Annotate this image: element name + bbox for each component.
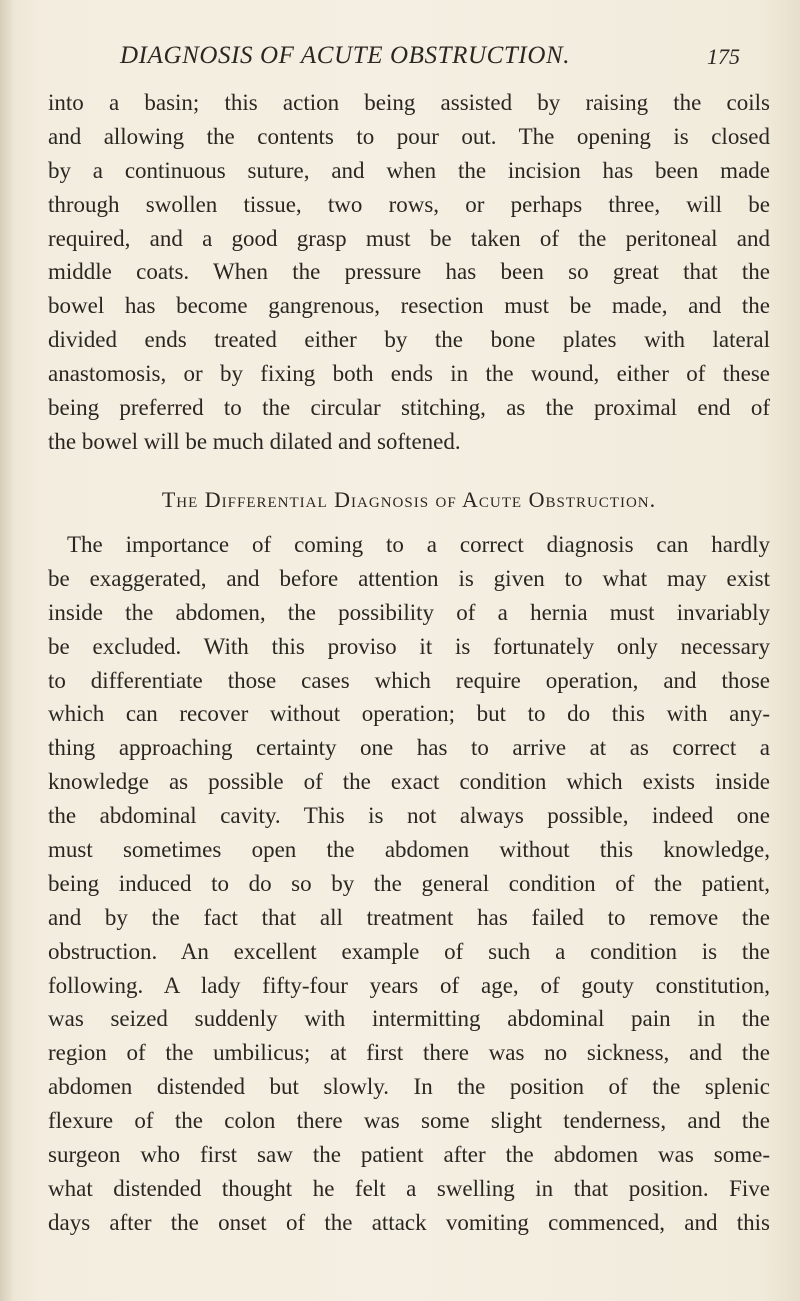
text-line: The importance of coming to a correct diagnosis can hardly xyxy=(67,532,770,557)
text-line: divided ends treated either by the bone plates with lateral xyxy=(48,327,770,353)
text-line: what distended thought he felt a swelling in that position. Five xyxy=(48,1175,770,1201)
text-line: days after the onset of the attack vomiting commenced, and this xyxy=(48,1209,770,1235)
running-head xyxy=(120,42,740,82)
text-line: knowledge as possible of the exact condition which exists inside xyxy=(48,769,770,795)
page-number: 175 xyxy=(707,44,740,69)
text-line: the bowel will be much dilated and softened. xyxy=(48,428,461,454)
text-line: thing approaching certainty one has to arrive at as correct a xyxy=(48,735,770,761)
text-line: and by the fact that all treatment has failed to remove the xyxy=(48,904,770,930)
text-line: obstruction. An excellent example of such a condition is the xyxy=(48,938,770,964)
text-line: into a basin; this action being assisted by raising the coils xyxy=(48,90,770,115)
text-line: surgeon who first saw the patient after the abdomen was some- xyxy=(48,1142,770,1168)
section-heading: The Differential Diagnosis of Acute Obstruction. xyxy=(161,487,657,512)
text-line: and allowing the contents to pour out. The opening is closed xyxy=(48,123,770,149)
text-line: middle coats. When the pressure has been so great that the xyxy=(48,259,770,285)
text-line: be excluded. With this proviso it is fortunately only necessary xyxy=(48,633,770,659)
text-line: abdomen distended but slowly. In the position of the splenic xyxy=(48,1074,770,1100)
running-title: DIAGNOSIS OF ACUTE OBSTRUCTION. xyxy=(120,42,571,69)
text-line: by a continuous suture, and when the incision has been made xyxy=(48,157,770,183)
text-line: following. A lady fifty-four years of age, of gouty constitution, xyxy=(48,972,770,998)
text-line: being induced to do so by the general condition of the patient, xyxy=(48,870,770,896)
text-line: was seized suddenly with intermitting abdominal pain in the xyxy=(48,1006,770,1032)
binding-gutter xyxy=(0,0,14,1301)
text-line: bowel has become gangrenous, resection must be made, and the xyxy=(48,293,770,319)
text-line: which can recover without operation; but to do this with any- xyxy=(48,701,770,727)
text-line: being preferred to the circular stitching, as the proximal end of xyxy=(48,395,770,421)
paragraph-differential-diagnosis xyxy=(48,528,770,1240)
text-line: inside the abdomen, the possibility of a hernia must invariably xyxy=(48,599,770,625)
text-line: to differentiate those cases which require operation, and those xyxy=(48,667,770,693)
text-line: through swollen tissue, two rows, or perhaps three, will be xyxy=(48,191,770,217)
text-line: anastomosis, or by fixing both ends in the wound, either of these xyxy=(48,361,770,387)
text-line: required, and a good grasp must be taken of the peritoneal and xyxy=(48,225,770,251)
text-line: region of the umbilicus; at first there was no sickness, and the xyxy=(48,1040,770,1066)
text-line: flexure of the colon there was some slight tenderness, and the xyxy=(48,1108,770,1134)
text-line: must sometimes open the abdomen without this knowledge, xyxy=(48,837,770,863)
text-line: the abdominal cavity. This is not always possible, indeed one xyxy=(48,803,770,829)
text-line: be exaggerated, and before attention is given to what may exist xyxy=(48,565,770,591)
paragraph-continued xyxy=(48,86,770,459)
